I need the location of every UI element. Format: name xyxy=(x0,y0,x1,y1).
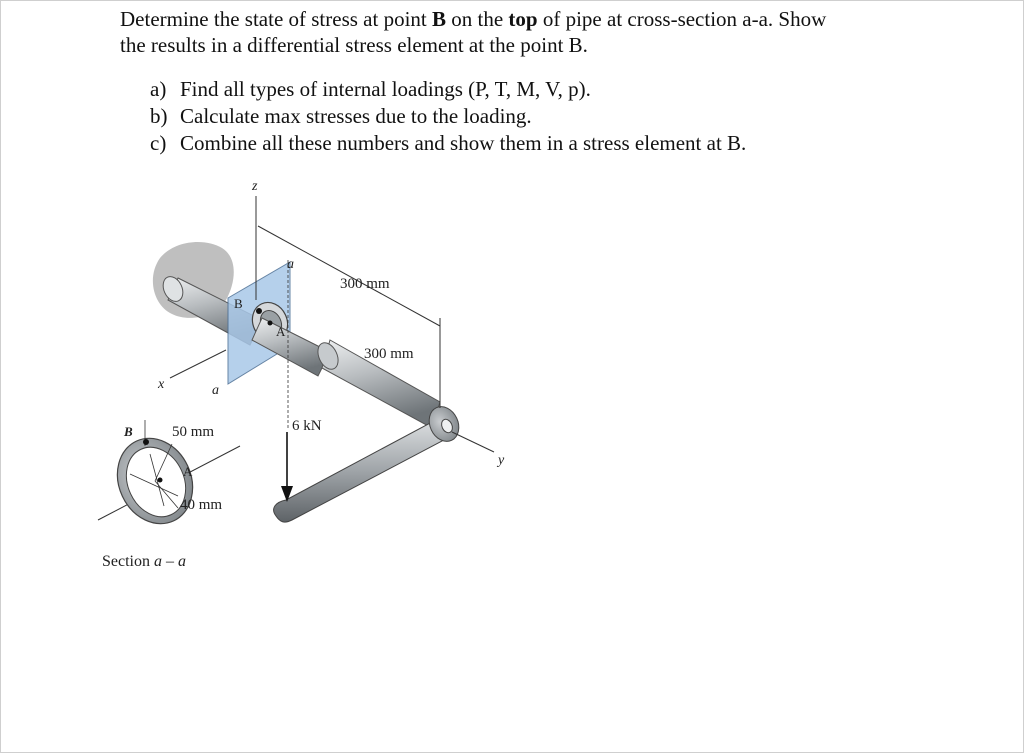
point-a-marker xyxy=(268,321,273,326)
task-letter: c) xyxy=(150,131,167,155)
task-letter: a) xyxy=(150,77,167,101)
intro-text-1: Determine the state of stress at point xyxy=(120,7,432,31)
axis-y-label: y xyxy=(498,453,505,468)
dim-inner-radius-label: 40 mm xyxy=(180,497,223,513)
section-caption-word: Section xyxy=(102,553,154,570)
intro-text-2: on the xyxy=(446,7,509,31)
dim-outer-radius-label: 50 mm xyxy=(172,424,215,440)
section-caption-symbol: a – a xyxy=(154,553,186,570)
intro-bold-top: top xyxy=(508,7,538,31)
section-point-b-label: B xyxy=(124,424,133,439)
task-text: Find all types of internal loadings (P, T, M, V, p). xyxy=(180,77,591,101)
intro-text-3: of pipe at cross-section a-a. Show xyxy=(537,7,827,31)
section-mark-top: a xyxy=(287,257,294,272)
intro-bold-point: B xyxy=(432,7,447,31)
load-label: 6 kN xyxy=(292,418,322,434)
section-point-a-label: A xyxy=(183,464,193,479)
y-axis-line xyxy=(452,432,494,452)
point-b-label: B xyxy=(234,296,243,311)
task-text: Calculate max stresses due to the loading. xyxy=(180,104,532,128)
task-letter: b) xyxy=(150,104,168,128)
section-inset xyxy=(98,420,240,536)
task-text: Combine all these numbers and show them in a stress element at B. xyxy=(180,131,747,155)
section-mark-bottom: a xyxy=(212,383,219,398)
x-axis-line xyxy=(170,350,226,378)
point-a-label: A xyxy=(276,324,286,339)
point-b-marker xyxy=(256,308,262,314)
section-caption xyxy=(102,553,186,570)
intro-line-2: the results in a differential stress element at the point B. xyxy=(120,33,588,57)
dim-label-upper: 300 mm xyxy=(340,276,390,292)
dim-label-lower: 300 mm xyxy=(364,346,414,362)
axis-x-label: x xyxy=(158,377,165,392)
load-arrow xyxy=(281,432,293,502)
axis-z-label: z xyxy=(252,179,258,194)
